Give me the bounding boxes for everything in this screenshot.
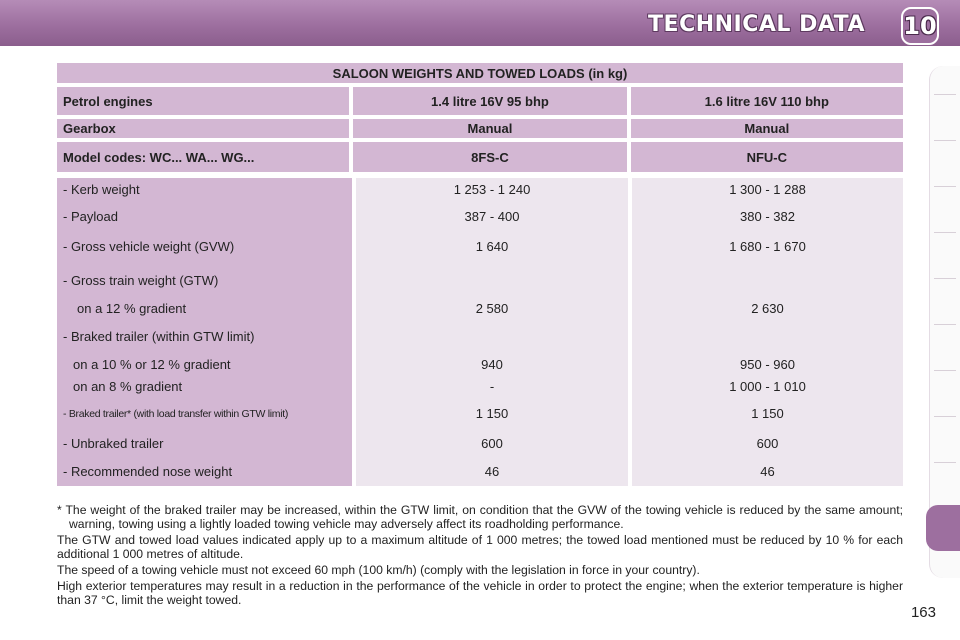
chapter-number: 10	[903, 12, 937, 40]
row-label: - Gross train weight (GTW)	[63, 273, 219, 288]
row-value: 1 150	[751, 406, 784, 421]
table-title: SALOON WEIGHTS AND TOWED LOADS (in kg)	[57, 63, 903, 83]
section-title: TECHNICAL DATA	[648, 12, 865, 37]
row-label: - Kerb weight	[63, 182, 140, 197]
row-value: 600	[481, 436, 503, 451]
tab-divider	[934, 370, 956, 371]
footnote-temperature: High exterior temperatures may result in a reduction in the performance of the vehicle in order to protect the engine; when the exterior temperature is higher than 37 °C, limit the weight towed.	[57, 579, 903, 607]
header-label: Gearbox	[57, 119, 349, 138]
tab-divider	[934, 278, 956, 279]
weights-table	[57, 63, 903, 486]
row-value: 950 - 960	[740, 357, 795, 372]
value-column-1	[356, 178, 628, 486]
header-col2: 1.4 litre 16V 95 bhp	[353, 87, 626, 115]
footnote-altitude: The GTW and towed load values indicated apply up to a maximum altitude of 1 000 metres; the towed load mentioned must be reduced by 10 % for each additional 1 000 metres of altitude.	[57, 533, 903, 561]
tab-divider	[934, 140, 956, 141]
row-value: 380 - 382	[740, 209, 795, 224]
chapter-tab-active[interactable]	[926, 505, 960, 551]
row-value: 46	[484, 464, 500, 479]
header-col3: Manual	[631, 119, 903, 138]
header-col2: Manual	[353, 119, 626, 138]
value-column-2	[632, 178, 903, 486]
row-value: 1 640	[475, 239, 509, 254]
row-value: -	[489, 379, 495, 394]
row-label: - Unbraked trailer	[63, 436, 164, 451]
row-value	[632, 327, 903, 347]
row-value: 1 253 - 1 240	[453, 182, 531, 197]
header-label: Petrol engines	[57, 87, 349, 115]
row-value: 1 300 - 1 288	[729, 182, 806, 197]
row-label: - Recommended nose weight	[63, 464, 233, 479]
tab-divider	[934, 232, 956, 233]
table-header-row	[57, 142, 903, 172]
row-label: on an 8 % gradient	[73, 379, 183, 394]
tab-divider	[934, 324, 956, 325]
tab-divider	[934, 94, 956, 95]
table-header-row	[57, 87, 903, 115]
row-label: on a 12 % gradient	[77, 301, 187, 316]
row-value	[632, 271, 903, 291]
row-value	[356, 271, 628, 291]
header-col3: 1.6 litre 16V 110 bhp	[631, 87, 903, 115]
table-header-row	[57, 119, 903, 138]
row-value: 1 680 - 1 670	[729, 239, 806, 254]
label-column	[57, 178, 352, 486]
page-number: 163	[910, 604, 936, 621]
row-value: 1 150	[475, 406, 509, 421]
header-label: Model codes: WC... WA... WG...	[57, 142, 349, 172]
row-value: 940	[481, 357, 503, 372]
chapter-tab-strip	[929, 66, 960, 578]
tab-divider	[934, 186, 956, 187]
row-value	[356, 327, 628, 347]
row-label: - Braked trailer* (with load transfer within GTW limit)	[63, 408, 289, 420]
header-col3: NFU-C	[631, 142, 903, 172]
row-value: 1 000 - 1 010	[729, 379, 806, 394]
row-value: 2 630	[751, 301, 784, 316]
row-value: 46	[760, 464, 775, 479]
footnotes	[57, 503, 903, 609]
row-value: 600	[756, 436, 779, 451]
row-value: 2 580	[475, 301, 509, 316]
table-body	[57, 178, 903, 486]
row-label: on a 10 % or 12 % gradient	[73, 357, 231, 372]
tab-divider	[934, 462, 956, 463]
footnote-braked-trailer: * The weight of the braked trailer may be increased, within the GTW limit, on condition that the GVW of the towing vehicle is reduced by the same amount; warning, towing using a lightly loaded towing vehicle may adversely affect its roadholding performance.	[57, 503, 903, 531]
row-value: 387 - 400	[464, 209, 520, 224]
row-label: - Gross vehicle weight (GVW)	[63, 239, 235, 254]
row-label: - Payload	[63, 209, 118, 224]
tab-divider	[934, 416, 956, 417]
row-label: - Braked trailer (within GTW limit)	[63, 329, 255, 344]
header-col2: 8FS-C	[353, 142, 626, 172]
footnote-speed: The speed of a towing vehicle must not exceed 60 mph (100 km/h) (comply with the legislation in force in your country).	[57, 563, 700, 577]
